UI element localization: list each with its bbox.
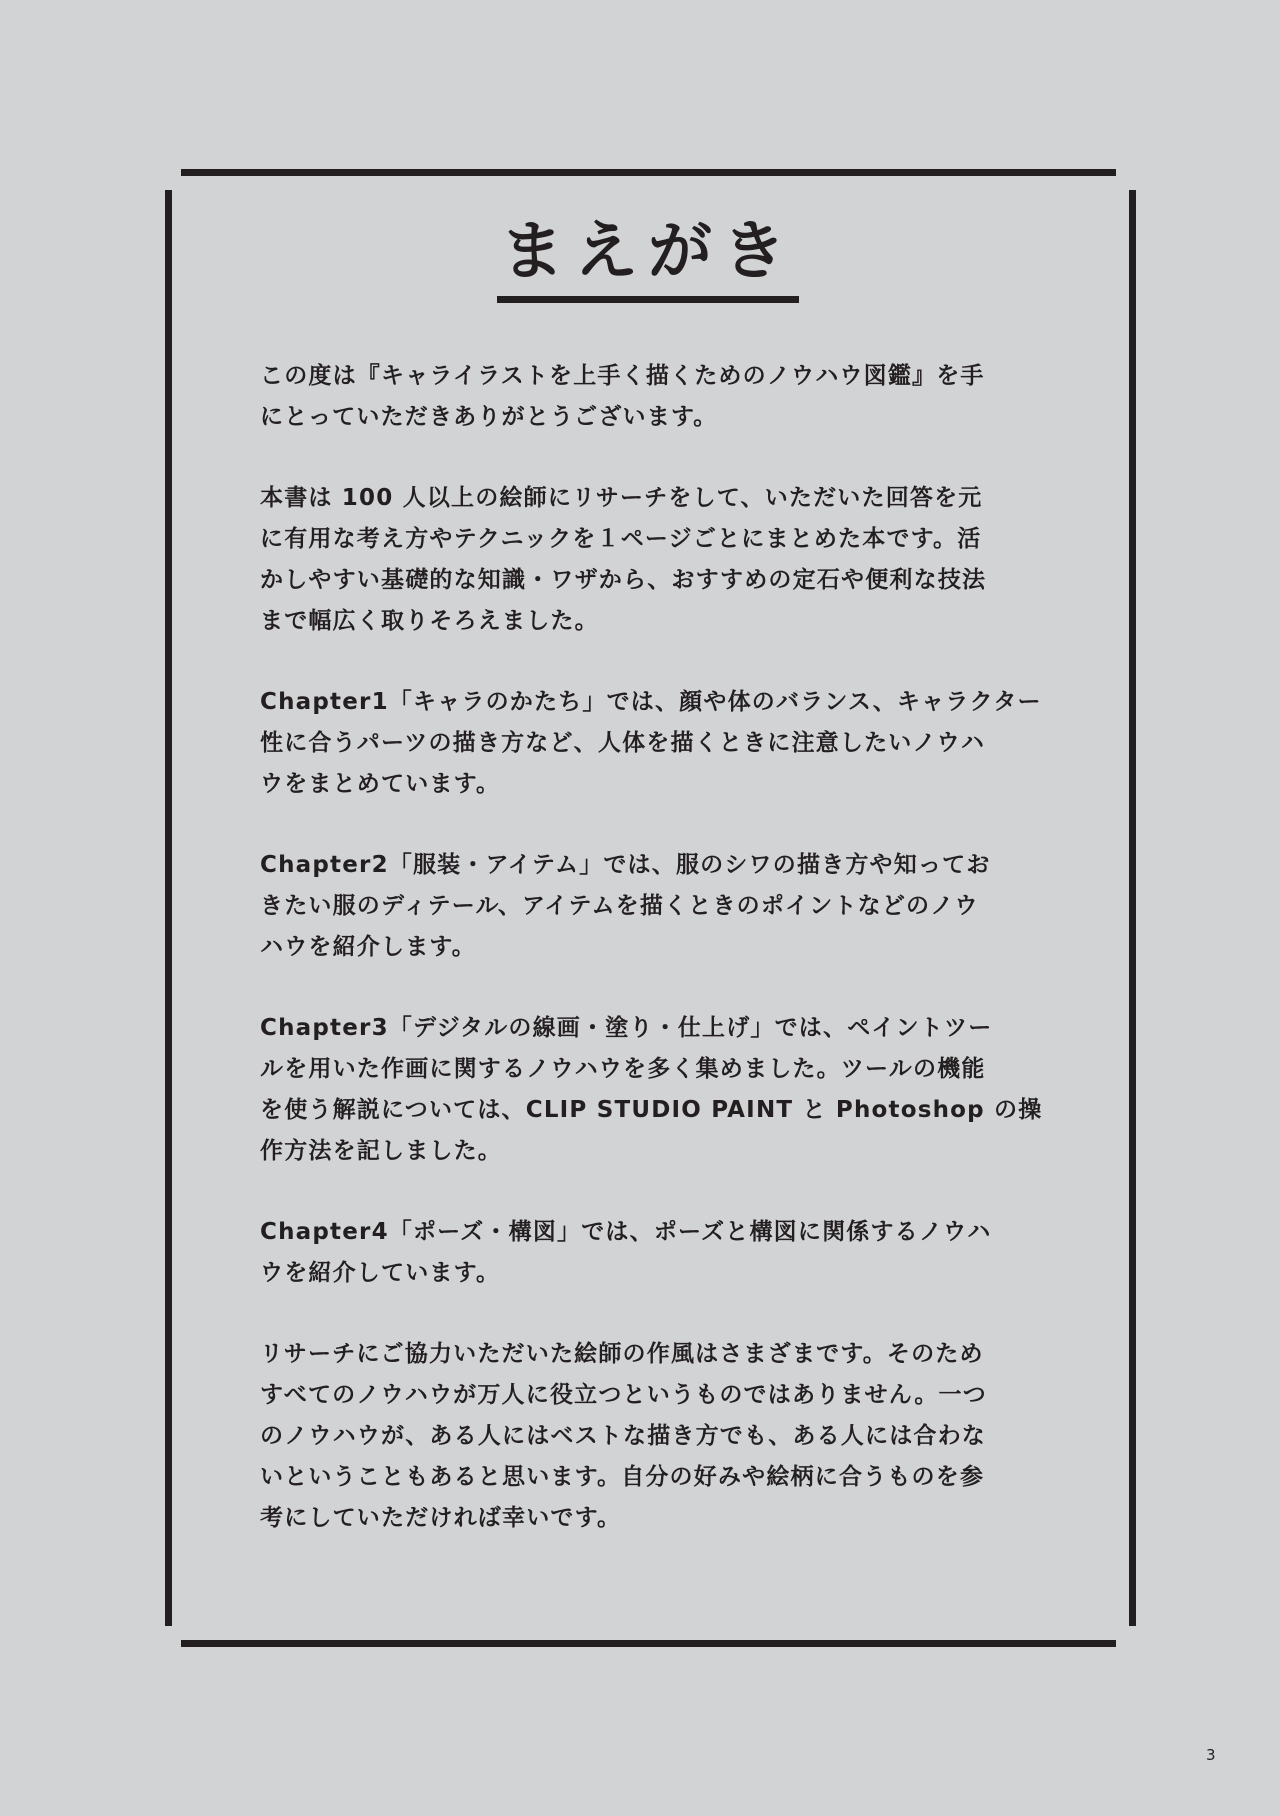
text-line: Chapter3「デジタルの線画・塗り・仕上げ」では、ペイントツー xyxy=(260,1015,993,1041)
frame-right-rule xyxy=(1129,190,1136,1626)
frame-top-rule xyxy=(181,169,1116,176)
text-line: すべてのノウハウが万人に役立つというものではありません。一つ xyxy=(260,1382,987,1408)
paragraph-book-overview xyxy=(260,478,1040,642)
preface-body xyxy=(260,356,1043,1579)
text-line: ウを紹介しています。 xyxy=(260,1260,501,1286)
text-line: まで幅広く取りそろえました。 xyxy=(260,608,599,634)
page-title: まえがき xyxy=(500,215,796,289)
text-line: Chapter2「服装・アイテム」では、服のシワの描き方や知ってお xyxy=(260,852,991,878)
text-line: 本書は 100 人以上の絵師にリサーチをして、いただいた回答を元 xyxy=(260,485,983,511)
text-line: いということもあると思います。自分の好みや絵柄に合うものを参 xyxy=(260,1464,985,1490)
page-number: 3 xyxy=(1206,1746,1216,1764)
text-line: ハウを紹介します。 xyxy=(260,934,476,960)
text-line: ルを用いた作画に関するノウハウを多く集めました。ツールの機能 xyxy=(260,1056,986,1082)
text-line: Chapter1「キャラのかたち」では、顔や体のバランス、キャラクター xyxy=(260,689,1042,715)
text-line: のノウハウが、ある人にはベストな描き方でも、ある人には合わな xyxy=(260,1423,986,1449)
text-line: Chapter4「ポーズ・構図」では、ポーズと構図に関係するノウハ xyxy=(260,1219,992,1245)
text-line: を使う解説については、CLIP STUDIO PAINT と Photoshop の操 xyxy=(260,1097,1043,1123)
paragraph-intro xyxy=(260,356,1040,438)
text-line: 性に合うパーツの描き方など、人体を描くときに注意したいノウハ xyxy=(260,730,986,756)
text-line: にとっていただきありがとうございます。 xyxy=(260,404,718,430)
title-underline xyxy=(497,296,799,303)
paragraph-chapter3 xyxy=(260,1008,1043,1172)
text-line: 考にしていただければ幸いです。 xyxy=(260,1505,622,1531)
frame-bottom-rule xyxy=(181,1640,1116,1647)
paragraph-chapter2 xyxy=(260,845,1040,968)
paragraph-chapter1 xyxy=(260,682,1040,805)
paragraph-closing xyxy=(260,1334,1040,1539)
text-line: 作方法を記しました。 xyxy=(260,1138,502,1164)
text-line: かしやすい基礎的な知識・ワザから、おすすめの定石や便利な技法 xyxy=(260,567,987,593)
paragraph-chapter4 xyxy=(260,1212,1040,1294)
text-line: リサーチにご協力いただいた絵師の作風はさまざまです。そのため xyxy=(260,1341,984,1367)
text-line: ウをまとめています。 xyxy=(260,771,501,797)
text-line: に有用な考え方やテクニックを１ページごとにまとめた本です。活 xyxy=(260,526,982,552)
text-line: きたい服のディテール、アイテムを描くときのポイントなどのノウ xyxy=(260,893,979,919)
frame-left-rule xyxy=(165,190,172,1626)
text-line: この度は『キャライラストを上手く描くためのノウハウ図鑑』を手 xyxy=(260,363,985,389)
